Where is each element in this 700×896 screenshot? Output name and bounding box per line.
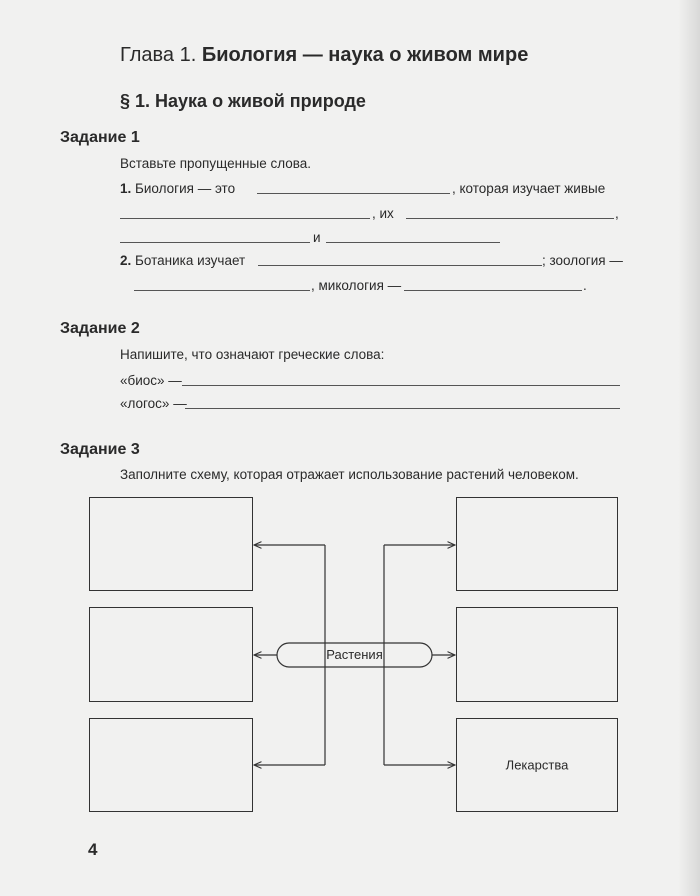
task1-item1-number: 1. <box>120 181 132 196</box>
scheme-box-right-bottom[interactable] <box>456 718 618 812</box>
page-number: 4 <box>88 840 98 859</box>
task1-item2-text-a: Ботаника изучает <box>135 253 246 268</box>
task1-item1-text-d: , <box>615 206 619 221</box>
task2-instruction: Напишите, что означают греческие слова: <box>120 347 385 362</box>
task1-item2-text-b: ; зоология — <box>542 253 623 268</box>
center-label-plants: Растения <box>326 647 383 662</box>
task1-item2-text-c: , микология — <box>311 278 402 293</box>
task2-word-logos: «логос» — <box>120 396 187 411</box>
box-label-medicines: Лекарства <box>505 757 569 773</box>
task2-word-bios: «биос» — <box>120 373 182 388</box>
task3-title: Задание 3 <box>60 441 140 458</box>
scheme-box-right-top[interactable] <box>456 497 618 591</box>
chapter-name: Биология — наука о живом мире <box>201 44 529 66</box>
task1-item1-text-a: Биология — это <box>135 181 236 196</box>
task2-title: Задание 2 <box>60 320 140 337</box>
task1-instruction: Вставьте пропущенные слова. <box>120 156 312 171</box>
task1-item1-text-c: , их <box>372 206 394 221</box>
task1-item2-number: 2. <box>120 253 132 268</box>
scheme-box-left-bottom[interactable] <box>89 718 253 812</box>
scheme-box-right-middle[interactable] <box>456 607 618 702</box>
task3-instruction: Заполните схему, которая отражает использование растений человеком. <box>120 467 579 482</box>
task1-item1-text-e: и <box>313 230 321 245</box>
chapter-prefix: Глава 1. <box>120 44 197 66</box>
task1-item2-text-d: . <box>583 278 587 293</box>
task1-title: Задание 1 <box>60 129 140 146</box>
task1-item1-text-b: , которая изучает живые <box>452 181 606 196</box>
scheme-box-left-middle[interactable] <box>89 607 253 702</box>
scheme-box-left-top[interactable] <box>89 497 253 591</box>
section-title: § 1. Наука о живой природе <box>120 91 366 111</box>
